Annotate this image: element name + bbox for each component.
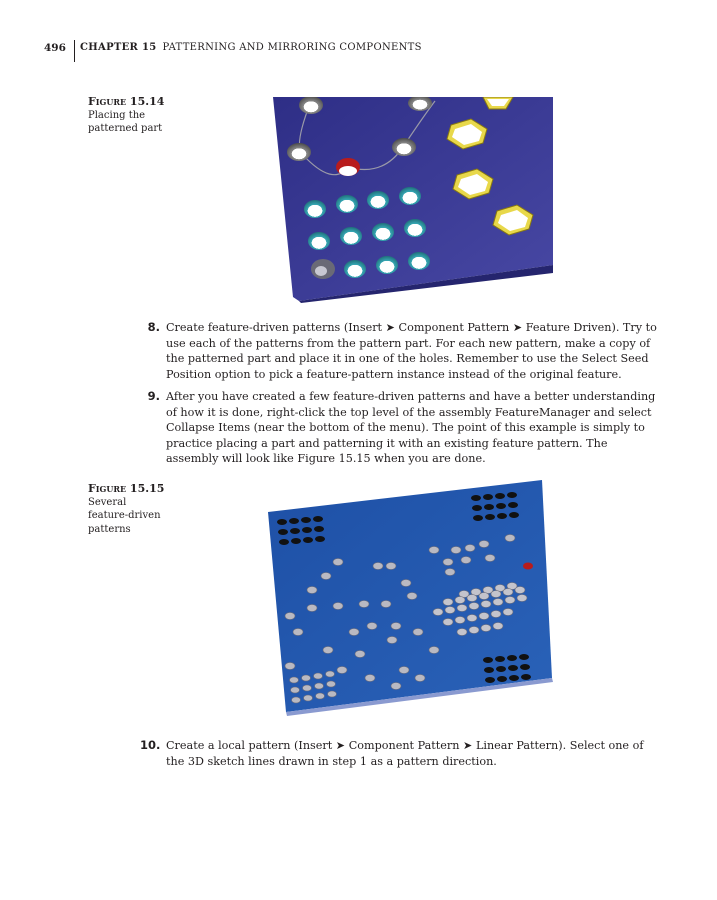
step-9 [140, 389, 660, 467]
figure-15-image [268, 480, 558, 718]
seed-part-red [523, 563, 533, 570]
step-8 [140, 320, 660, 382]
step-9-text: After you have created a few feature-driven patterns and have a better understanding of how it is done, right-click the top level of the assembly FeatureManager and select Collapse Items (near the bottom of the menu). The point of this example is simply to practice placing a part and patterning it with an existing feature pattern. The assembly will look like Figure 15.15 when you are done. [166, 390, 656, 466]
seed-hole-red [336, 158, 360, 176]
step-9-number: 9. [147, 389, 160, 403]
step-8-number: 8. [147, 320, 160, 334]
header-divider [74, 40, 75, 62]
chapter-title: PATTERNING AND MIRRORING COMPONENTS [162, 42, 422, 53]
figure-14-label: Figure 15.14 [88, 95, 165, 108]
running-header [0, 40, 717, 62]
step-10 [140, 738, 660, 769]
figure-15-caption [88, 482, 168, 536]
figure-14-image [273, 97, 553, 303]
chapter-label: CHAPTER 15 [80, 42, 157, 53]
figure-14-caption [88, 95, 168, 136]
figure-15-caption-text: Several feature-driven patterns [88, 496, 161, 535]
page-number: 496 [44, 42, 66, 54]
step-10-number: 10. [140, 738, 161, 752]
figure-15-label: Figure 15.15 [88, 482, 165, 495]
step-10-text: Create a local pattern (Insert ➤ Component Pattern ➤ Linear Pattern). Select one of the 3D sketch lines drawn in step 1 as a pattern direction. [166, 739, 644, 768]
figure-14-caption-text: Placing the patterned part [88, 109, 163, 134]
chapter-heading [80, 42, 422, 53]
step-8-text: Create feature-driven patterns (Insert ➤ Component Pattern ➤ Feature Driven). Try to use each of the patterns from the pattern part. For each new pattern, make a copy of the patterned part and place it in one of the holes. Remember to use the Select Seed Position option to pick a feature-pattern instance instead of the original feature. [166, 321, 657, 381]
